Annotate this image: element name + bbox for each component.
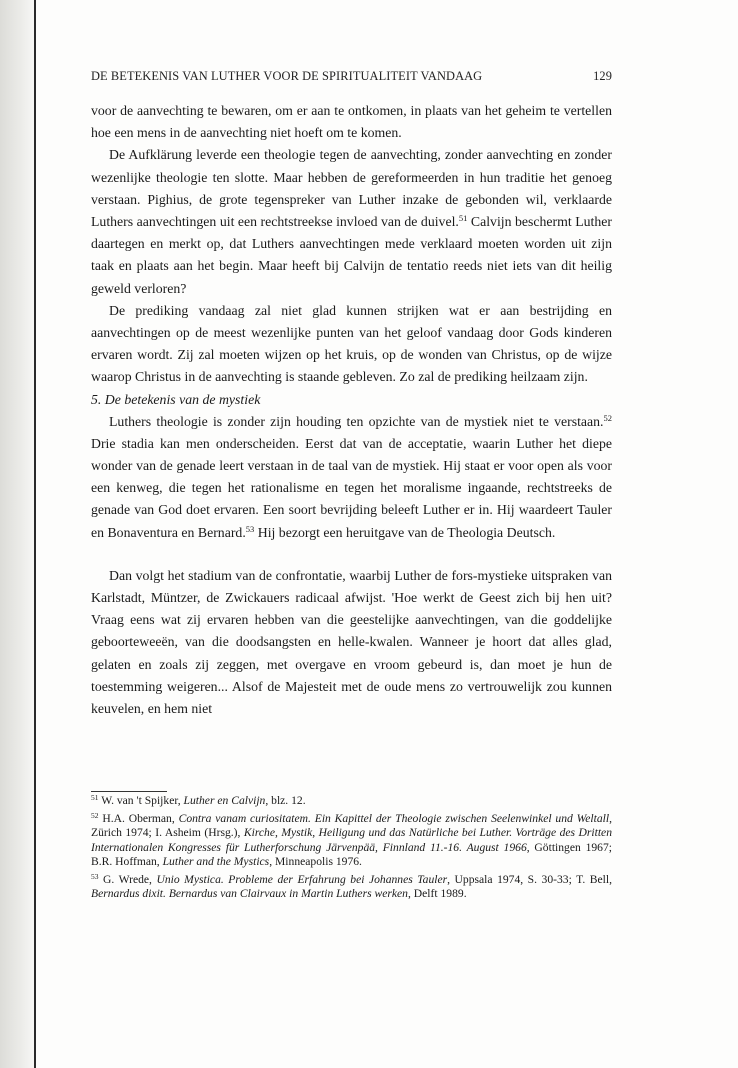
- footnote-text: , Uppsala 1974, S. 30-33; T. Bell,: [447, 873, 612, 887]
- footnote-text: H.A. Oberman,: [98, 812, 179, 826]
- footnote-ref-53: 53: [245, 523, 255, 534]
- body-text: [91, 100, 612, 720]
- paragraph-4-text-a: Luthers theologie is zonder zijn houding ten opzichte van de mystiek niet te verstaan.: [109, 413, 604, 429]
- footnote-51: [91, 794, 612, 808]
- footnote-text: G. Wrede,: [98, 873, 157, 887]
- paragraph-4-text-c: Hij bezorgt een heruitgave van de Theologia Deutsch.: [254, 524, 556, 540]
- paragraph-2-text-a: De Aufklärung leverde een theologie tegen de aanvechting, zonder aanvechting en zonder wezenlijke theologie ten slotte. Maar hebben de gereformeerden in hun traditie het genoeg verstaan. Pighius, de grote tegenspreker van Luther inzake de gebonden wil, verklaarde Luthers aanvechtingen uit een rechtstreekse invloed van de duivel.: [91, 147, 612, 230]
- footnote-number: 51: [91, 793, 99, 802]
- footnote-text: , Delft 1989.: [407, 887, 467, 901]
- paragraph-2-text-b: Calvijn beschermt Luther daartegen en merkt op, dat Luthers aanvechtingen mede verklaard moeten worden uit zijn taak en plaats aan het begin. Maar heeft bij Calvijn de tentatio reeds niet iets van dit heilig geweld verloren?: [91, 214, 612, 296]
- footnote-text: , Zürich 1974; I. Asheim (Hrsg.),: [91, 812, 612, 840]
- paragraph-4: [91, 411, 612, 544]
- footnote-52: [91, 812, 612, 869]
- paragraph-5: Dan volgt het stadium van de confrontatie, waarbij Luther de fors-mystieke uitspraken van Karlstadt, Müntzer, de Zwickauers radicaal afwijst. 'Hoe werkt de Geest zich bij hen uit? Vraag eens wat zij ervaren hebben van die geestelijke aanvechtingen, van die goddelijke geboorteweeën, van die doodsangsten en helle-kwalen. Wanneer je hoort dat alles glad, gelaten en zoals zij zeggen, met overgave en vroom gebeurd is, dan moet je hun de toestemming weigeren... Alsof de Majesteit met de oude mens zo vertrouwelijk zou kunnen keuvelen, en hem niet: [91, 567, 612, 717]
- paragraph-4-text-b: Drie stadia kan men onderscheiden. Eerst dat van de acceptatie, waarin Luther het diepe wonder van de genade leert verstaan in de taal van de mystiek. Hij staat er voor open als voor een kenweg, die tegen het rationalisme en tegen het moralisme ingaande, rechtstreeks de genade van God doet ervaren. Een soort bevrijding beleeft Luther er in. Hij waardeert Tauler en Bonaventura en Bernard.: [91, 435, 612, 540]
- paragraph-3: De prediking vandaag zal niet glad kunnen strijken wat er aan bestrijding en aanvechtingen op de meest wezenlijke punten van het geloof vandaag door Gods kinderen ervaren wordt. Zij zal moeten wijzen op het kruis, op de wonden van Christus, op de wijze waarop Christus in de aanvechting is staande gebleven. Zo zal de prediking heilzaam zijn.: [91, 302, 612, 385]
- footnote-title: Luther and the Mystics: [162, 854, 270, 868]
- footnote-title: Contra vanam curiositatem. Ein Kapittel der Theologie zwischen Seelenwinkel und Weltall: [178, 812, 610, 826]
- footnote-title: Luther en Calvijn: [183, 794, 266, 807]
- footnote-number: 52: [91, 811, 99, 821]
- footnote-ref-51: 51: [458, 213, 468, 224]
- footnote-text: , blz. 12.: [265, 794, 306, 807]
- footnote-text: , Minneapolis 1976.: [269, 854, 362, 868]
- paragraph-2: [91, 144, 612, 299]
- footnotes: [91, 794, 612, 905]
- page-number: 129: [593, 69, 612, 83]
- footnote-title: Kirche, Mystik, Heiligung und das Natürliche bei Luther. Vorträge des Dritten Internationalen Kongresses für Lutherforschung Järvenpää, Finnland 11.-16. August 1966: [91, 826, 612, 854]
- footnote-text: W. van 't Spijker,: [98, 794, 184, 807]
- footnote-divider: [91, 791, 167, 792]
- section-heading: 5. De betekenis van de mystiek: [91, 391, 261, 407]
- footnote-text: , Göttingen 1967; B.R. Hoffman,: [91, 840, 612, 868]
- footnote-title: Unio Mystica. Probleme der Erfahrung bei Johannes Tauler: [156, 873, 448, 887]
- footnote-ref-52: 52: [603, 412, 612, 423]
- footnote-53: [91, 873, 612, 901]
- paragraph-1: voor de aanvechting te bewaren, om er aan te ontkomen, in plaats van het geheim te vertellen hoe een mens in de aanvechting niet hoeft om te komen.: [91, 103, 612, 141]
- footnote-number: 53: [91, 872, 99, 882]
- running-head-title: DE BETEKENIS VAN LUTHER VOOR DE SPIRITUALITEIT VANDAAG: [91, 69, 483, 83]
- scan-margin: [0, 0, 34, 1068]
- footnote-title: Bernardus dixit. Bernardus van Clairvaux in Martin Luthers werken: [91, 887, 408, 901]
